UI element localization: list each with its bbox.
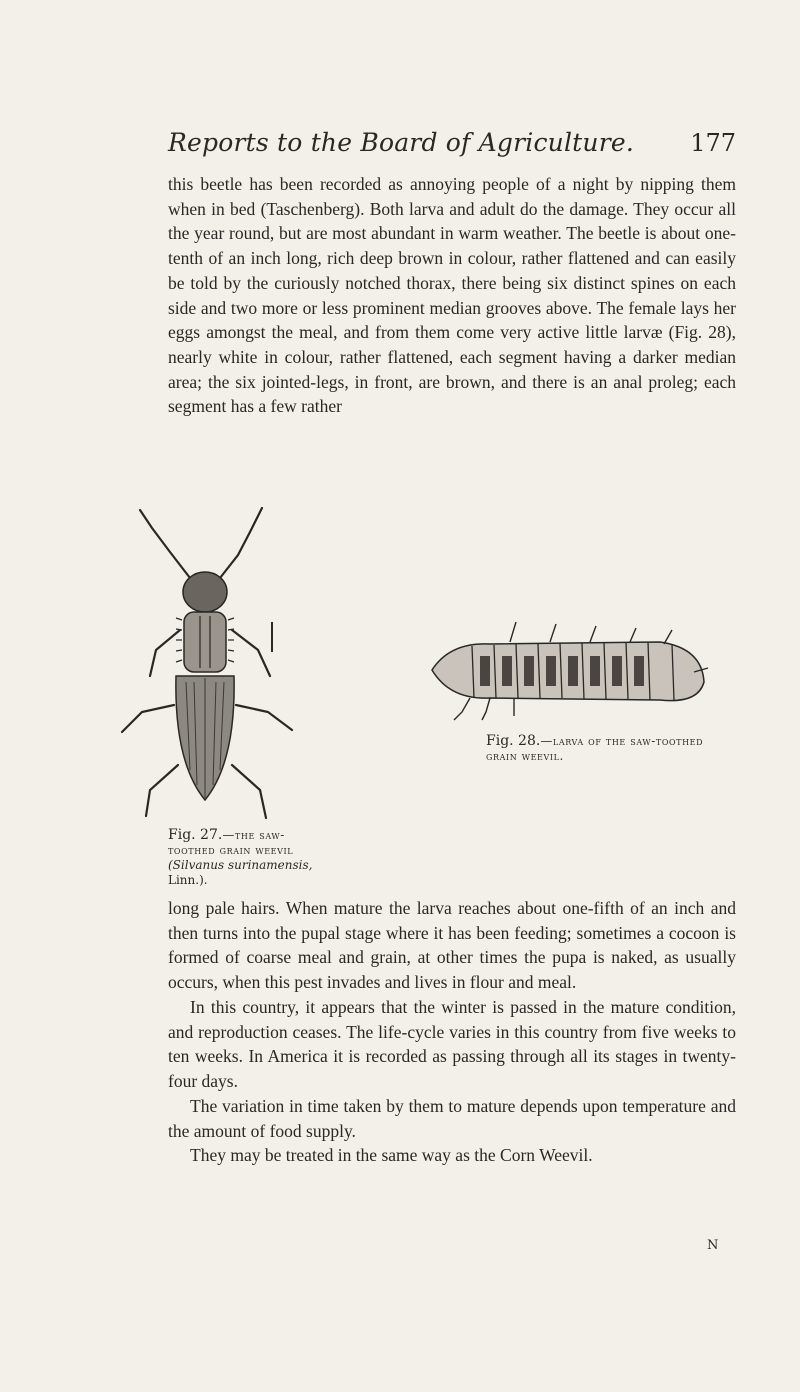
figure-27-species: (Silvanus surinamensis,: [168, 858, 313, 872]
beetle-illustration: [110, 500, 300, 820]
paragraph-3: In this country, it appears that the winter is passed in the mature condition, and reproduction ceases. The life-cycle varies in this country from five weeks to ten weeks. In America it is recorded as passing through all its stages in twenty-four days.: [168, 997, 736, 1092]
header-title: Reports to the Board of Agriculture.: [168, 128, 635, 157]
running-header: [168, 128, 736, 157]
figure-28-caption: [486, 734, 726, 764]
paragraph-4: The variation in time taken by them to mature depends upon temperature and the amount of food supply.: [168, 1096, 736, 1141]
paragraph-2: long pale hairs. When mature the larva reaches about one-fifth of an inch and then turns into the pupal stage where it has been feeding; sometimes a cocoon is formed of coarse meal and grain, at other times the pupa is naked, as usually occurs, when this pest invades and lives in flour and meal.: [168, 898, 736, 993]
figure-27-caption-text: —the saw-toothed grain weevil: [168, 828, 294, 857]
figure-27-author: Linn.).: [168, 873, 208, 887]
figure-28-caption-text: —larva of the saw-toothed grain weevil.: [486, 734, 704, 763]
paragraph-5: They may be treated in the same way as the Corn Weevil.: [190, 1145, 593, 1165]
figure-27-label: Fig. 27.: [168, 827, 223, 843]
paragraph-1: this beetle has been recorded as annoying people of a night by nipping them when in bed (Taschenberg). Both larva and adult do the damage. They occur all the year round, but are most abundant in warm weather. The beetle is about one-tenth of an inch long, rich deep brown in colour, rather flattened and can easily be told by the curiously notched thorax, there being six distinct spines on each side and two more or less prominent median grooves above. The female lays her eggs amongst the meal, and from them come very active little larvæ (Fig. 28), nearly white in colour, rather flattened, each segment having a darker median area; the six jointed-legs, in front, are brown, and there is an anal proleg; each segment has a few rather: [168, 174, 736, 417]
figure-27-caption: [168, 828, 328, 888]
scale-bar: [271, 622, 273, 652]
figure-28: [410, 612, 710, 722]
figure-27: [110, 500, 300, 820]
signature-mark: N: [707, 1238, 719, 1253]
figure-28-label: Fig. 28.: [486, 733, 541, 749]
page-number: 177: [690, 129, 736, 157]
larva-illustration: [410, 612, 710, 722]
